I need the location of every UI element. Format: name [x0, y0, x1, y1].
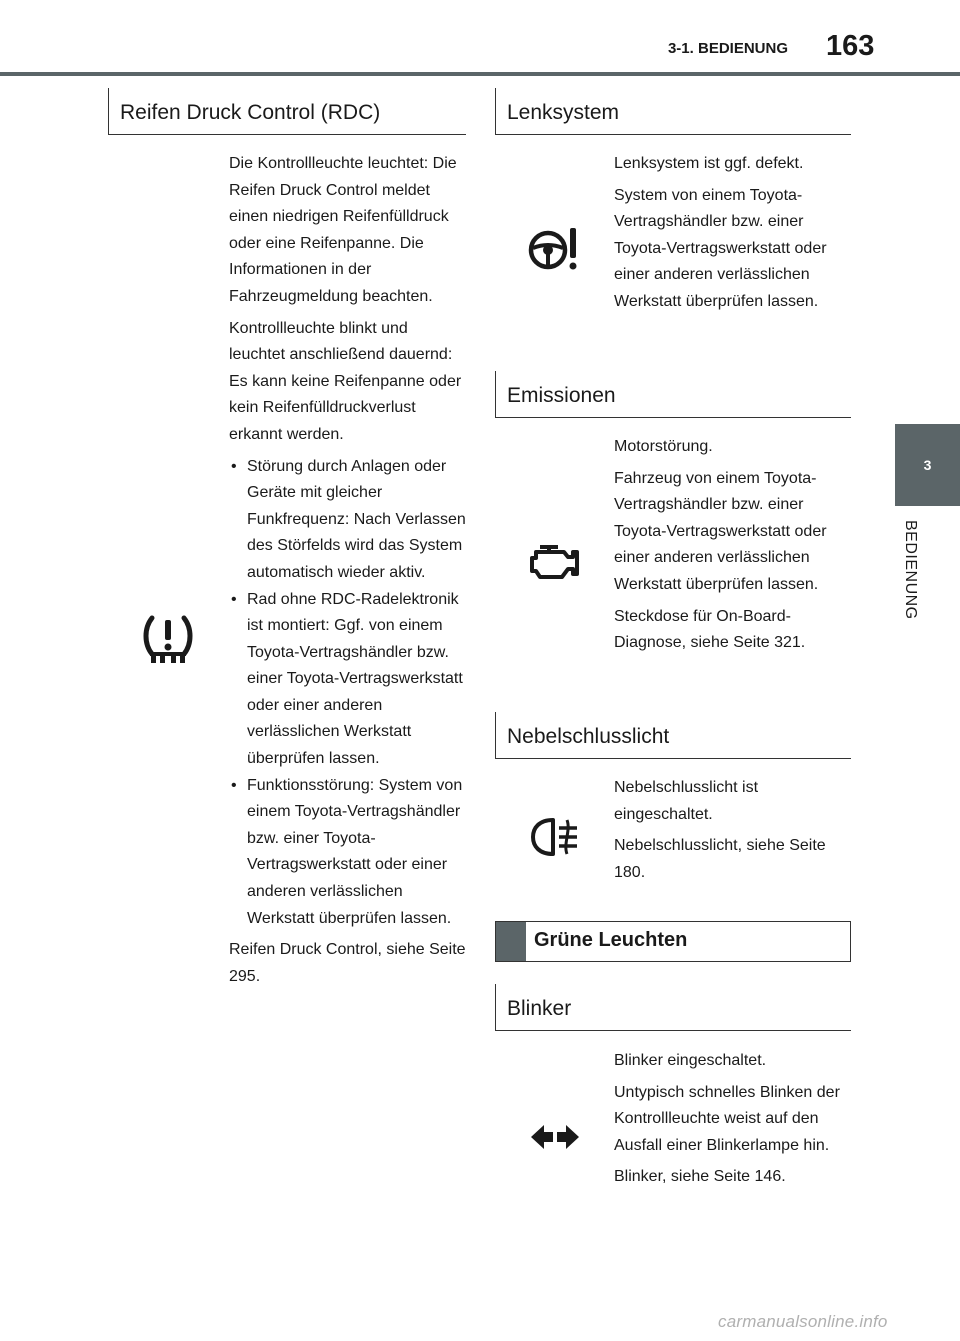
steering-warning-icon — [526, 226, 582, 272]
rdc-paragraph: Die Kontrollleuchte leuchtet: Die Reifen Druck Control meldet einen niedrigen Reifenfülldruck oder eine Reifenpanne. Die Informationen in der Fahrzeugmeldung beachten. — [229, 155, 457, 305]
engine-check-icon — [528, 544, 580, 582]
heading-rdc: Reifen Druck Control (RDC) — [108, 88, 466, 135]
blinker-paragraph: Untypisch schnelles Blinken der Kontrollleuchte weist auf den Ausfall einer Blinkerlampe hin. — [614, 1083, 840, 1154]
rdc-bullet: • Funktionsstörung: System von einem Toyota-Vertragshändler bzw. einer Toyota-Vertragswerkstatt oder einer anderen verlässlichen Werkstatt überprüfen lassen. — [229, 773, 467, 933]
rdc-bullet: • Rad ohne RDC-Radelektronik ist montiert: Ggf. von einem Toyota-Vertragshändler bzw. einer Toyota-Vertragswerkstatt oder einer anderen verlässlichen Werkstatt überprüfen lassen. — [229, 587, 467, 773]
blinker-paragraph: Blinker, siehe Seite 146. — [614, 1168, 786, 1186]
rdc-bullet-list — [229, 454, 467, 933]
nebel-paragraph: Nebelschlusslicht, siehe Seite 180. — [614, 837, 826, 881]
lenksystem-text — [614, 151, 850, 321]
watermark: carmanualsonline.info — [718, 1312, 888, 1331]
heading-emissionen: Emissionen — [495, 371, 851, 418]
heading-blinker: Blinker — [495, 984, 851, 1031]
rdc-bullet: • Störung durch Anlagen oder Geräte mit gleicher Funkfrequenz: Nach Verlassen des Störfelds wird das System automatisch wieder aktiv. — [229, 454, 467, 587]
heading-nebelschlusslicht: Nebelschlusslicht — [495, 712, 851, 759]
heading-lenksystem: Lenksystem — [495, 88, 851, 135]
turn-signal-icon — [529, 1123, 581, 1151]
chapter-tab — [895, 424, 960, 506]
rdc-text — [229, 151, 467, 995]
heading-accent-bar — [496, 922, 526, 961]
section-title: 3-1. BEDIENUNG — [667, 40, 788, 57]
nebel-paragraph: Nebelschlusslicht ist eingeschaltet. — [614, 779, 759, 823]
emissionen-paragraph: Steckdose für On-Board-Diagnose, siehe Seite 321. — [614, 607, 806, 652]
lenksystem-paragraph: System von einem Toyota-Vertragshändler bzw. einer Toyota-Vertragswerkstatt oder einer anderen verlässlichen Werkstatt überprüfen lassen. — [614, 186, 827, 310]
page-number: 163 — [826, 30, 875, 62]
header-rule — [0, 72, 960, 76]
emissionen-text — [614, 434, 850, 662]
blinker-paragraph: Blinker eingeschaltet. — [614, 1052, 767, 1069]
chapter-label: BEDIENUNG — [902, 520, 919, 620]
lenksystem-paragraph: Lenksystem ist ggf. defekt. — [614, 155, 804, 172]
heading-gruene-leuchten: Grüne Leuchten — [495, 921, 851, 962]
rear-fog-light-icon — [529, 816, 581, 858]
emissionen-paragraph: Fahrzeug von einem Toyota-Vertragshändler bzw. einer Toyota-Vertragswerkstatt oder einer anderen verlässlichen Werkstatt überprüfen lassen. — [614, 469, 827, 593]
nebel-text — [614, 775, 850, 891]
rdc-reference: Reifen Druck Control, siehe Seite 295. — [229, 941, 466, 985]
rdc-paragraph: Kontrollleuchte blinkt und leuchtet anschließend dauernd: Es kann keine Reifenpanne oder kein Reifenfülldruckverlust erkannt werden. — [229, 319, 462, 443]
blinker-text — [614, 1048, 850, 1196]
chapter-number: 3 — [923, 457, 932, 473]
tire-pressure-warning-icon — [140, 614, 196, 666]
emissionen-paragraph: Motorstörung. — [614, 438, 713, 455]
